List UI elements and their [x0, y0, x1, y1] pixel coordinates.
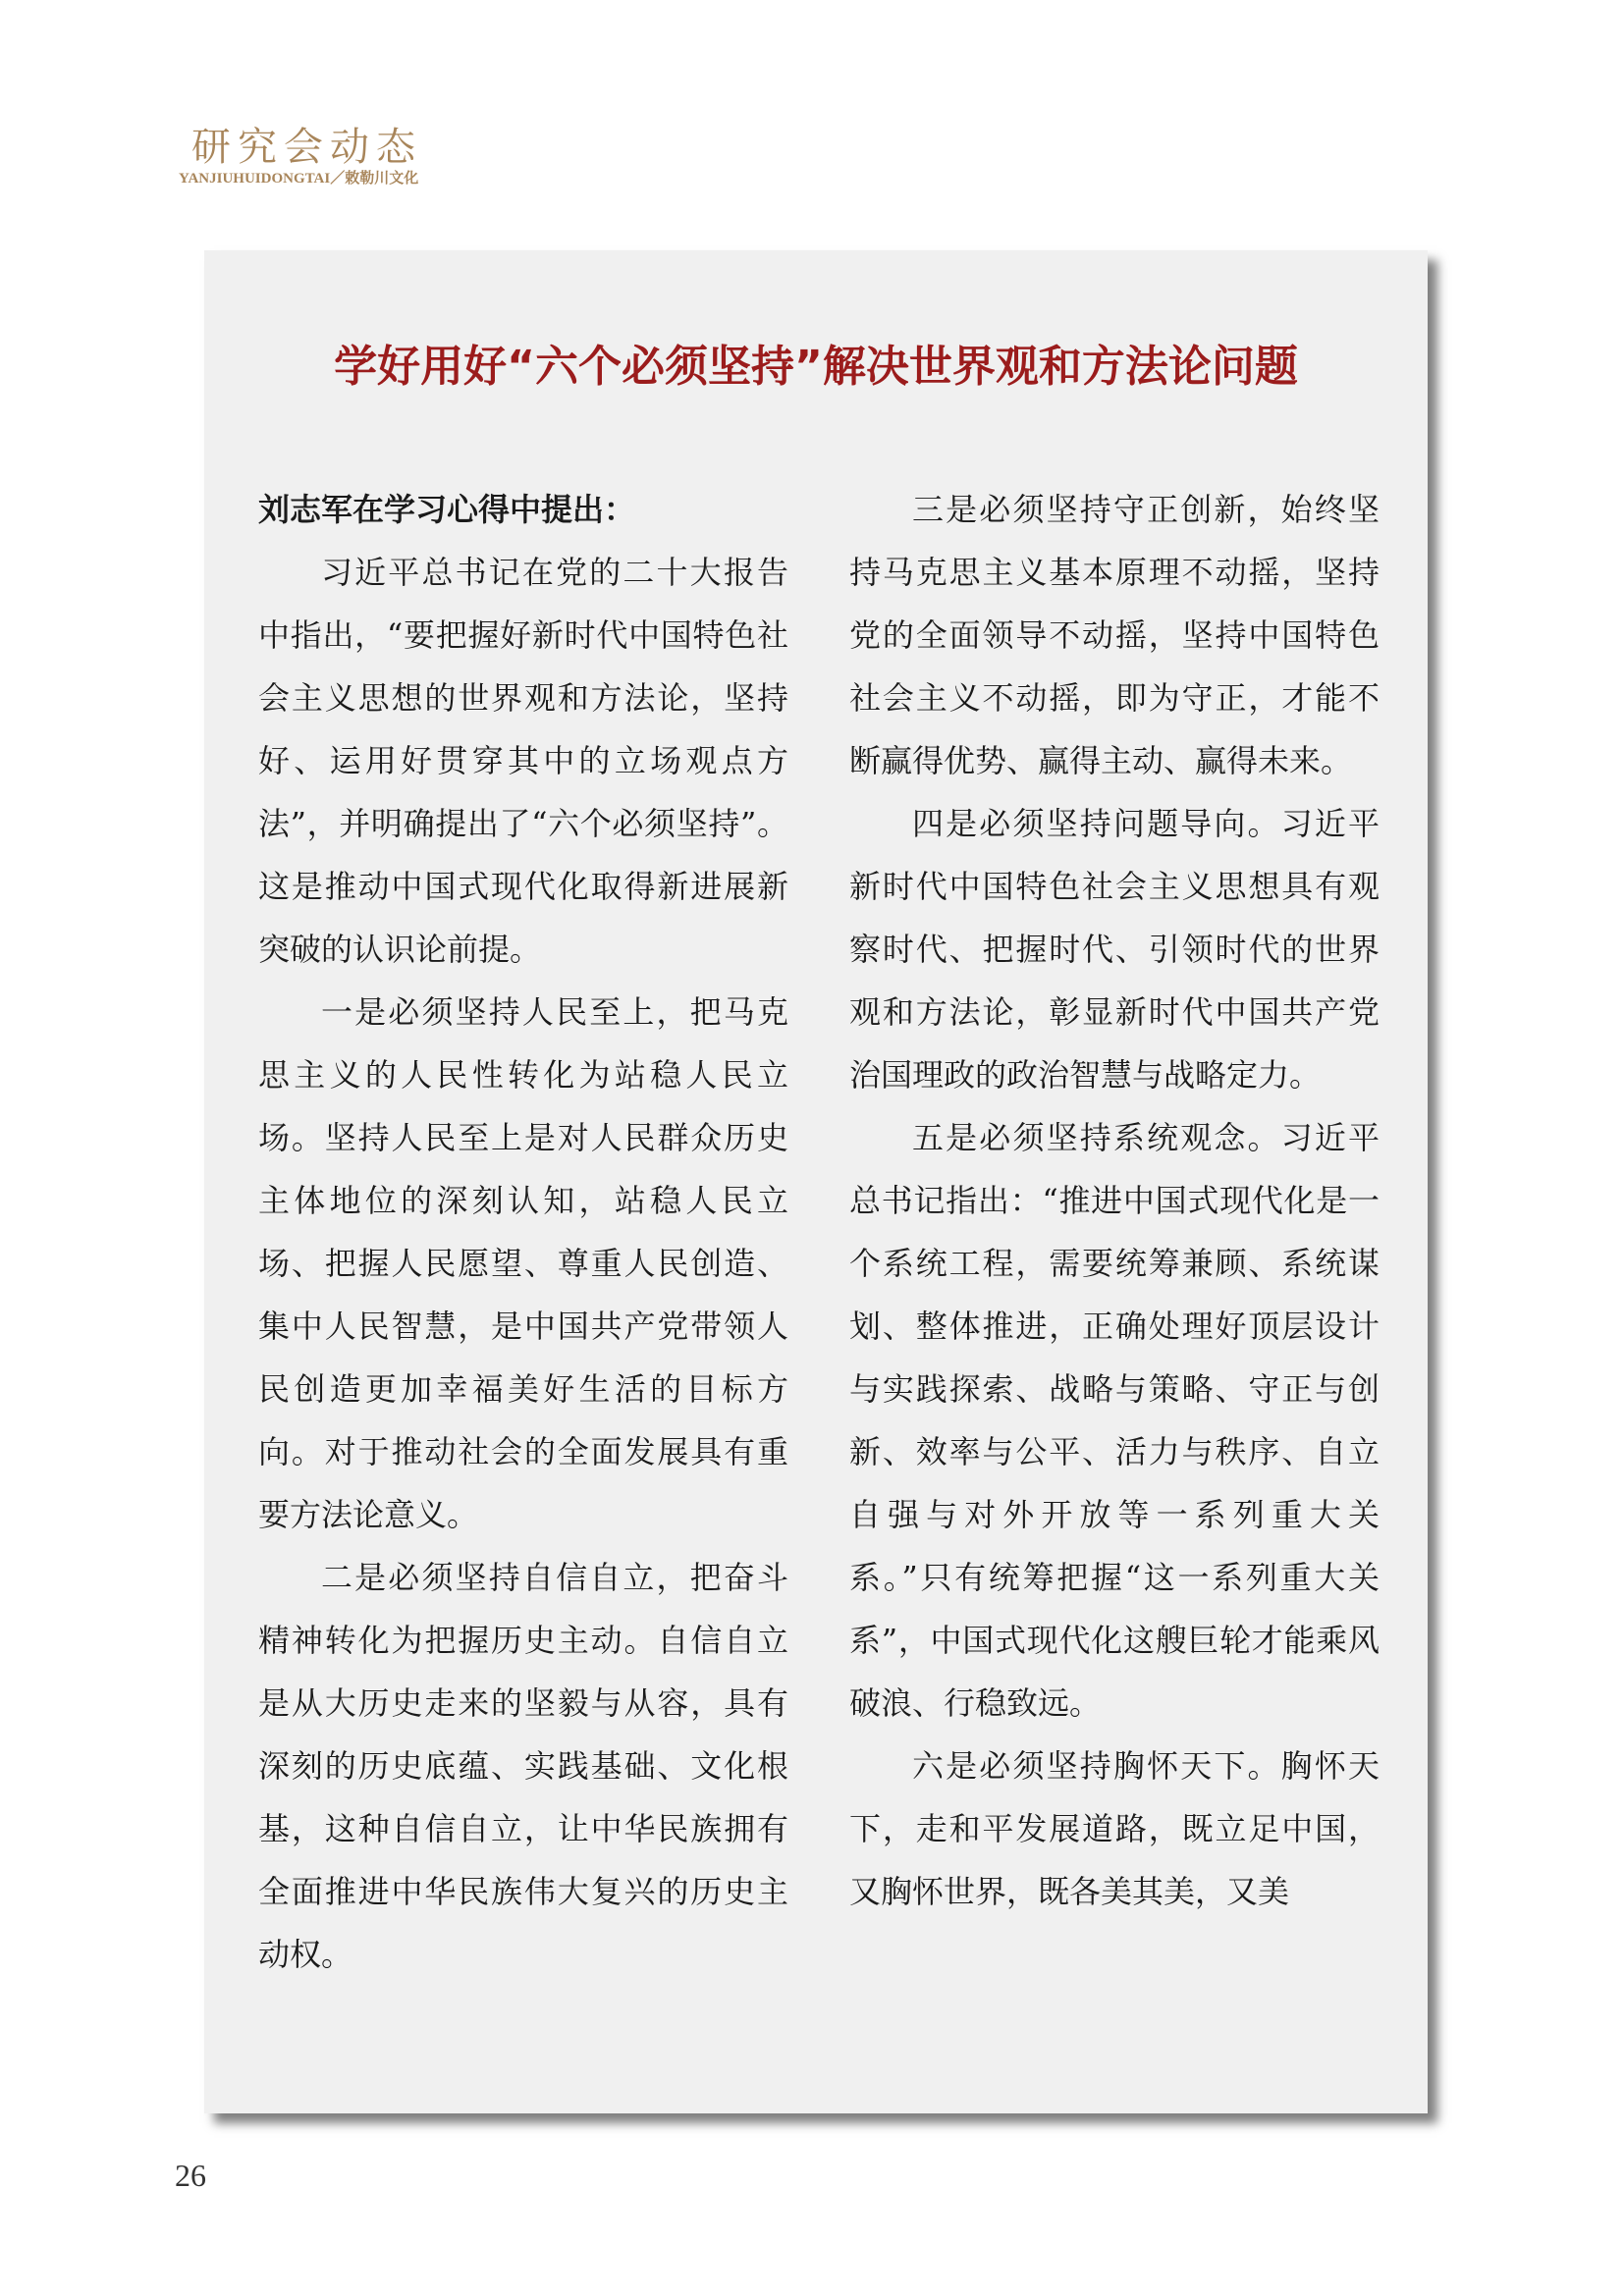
paragraph: 二是必须坚持自信自立，把奋斗精神转化为把握历史主动。自信自立是从大历史走来的坚毅与从容，具有深刻的历史底蕴、实践基础、文化根基，这种自信自立，让中华民族拥有全面推进中华民族伟大复兴的历史主动权。	[258, 1559, 788, 1973]
left-column	[258, 478, 788, 1986]
paragraph: 六是必须坚持胸怀天下。胸怀天下，走和平发展道路，既立足中国，又胸怀世界，既各美其美，又美	[849, 1747, 1380, 1910]
section-subtitle: YANJIUHUIDONGTAI／敕勒川文化	[179, 171, 419, 187]
page-number: 26	[175, 2158, 206, 2193]
paragraph: 四是必须坚持问题导向。习近平新时代中国特色社会主义思想具有观察时代、把握时代、引领时代的世界观和方法论，彰显新时代中国共产党治国理政的政治智慧与战略定力。	[849, 805, 1380, 1094]
article-title: 学好用好“六个必须坚持”解决世界观和方法论问题	[334, 342, 1298, 392]
section-title: 研究会动态	[191, 125, 422, 170]
paragraph: 一是必须坚持人民至上，把马克思主义的人民性转化为站稳人民立场。坚持人民至上是对人民群众历史主体地位的深刻认知，站稳人民立场、把握人民愿望、尊重人民创造、集中人民智慧，是中国共产党带领人民创造更加幸福美好生活的目标方向。对于推动社会的全面发展具有重要方法论意义。	[258, 993, 788, 1533]
paragraph: 习近平总书记在党的二十大报告中指出，“要把握好新时代中国特色社会主义思想的世界观和方法论，坚持好、运用好贯穿其中的立场观点方法”，并明确提出了“六个必须坚持”。这是推动中国式现代化取得新进展新突破的认识论前提。	[258, 554, 788, 968]
right-column	[849, 478, 1380, 1923]
intro-line: 刘志军在学习心得中提出：	[258, 491, 636, 528]
paragraph: 五是必须坚持系统观念。习近平总书记指出：“推进中国式现代化是一个系统工程，需要统筹兼顾、系统谋划、整体推进，正确处理好顶层设计与实践探索、战略与策略、守正与创新、效率与公平、活力与秩序、自立自强与对外开放等一系列重大关系。”只有统筹把握“这一系列重大关系”，中国式现代化这艘巨轮才能乘风破浪、行稳致远。	[849, 1119, 1380, 1722]
paragraph: 三是必须坚持守正创新，始终坚持马克思主义基本原理不动摇，坚持党的全面领导不动摇，坚持中国特色社会主义不动摇，即为守正，才能不断赢得优势、赢得主动、赢得未来。	[849, 491, 1380, 779]
article-panel	[204, 250, 1428, 2113]
